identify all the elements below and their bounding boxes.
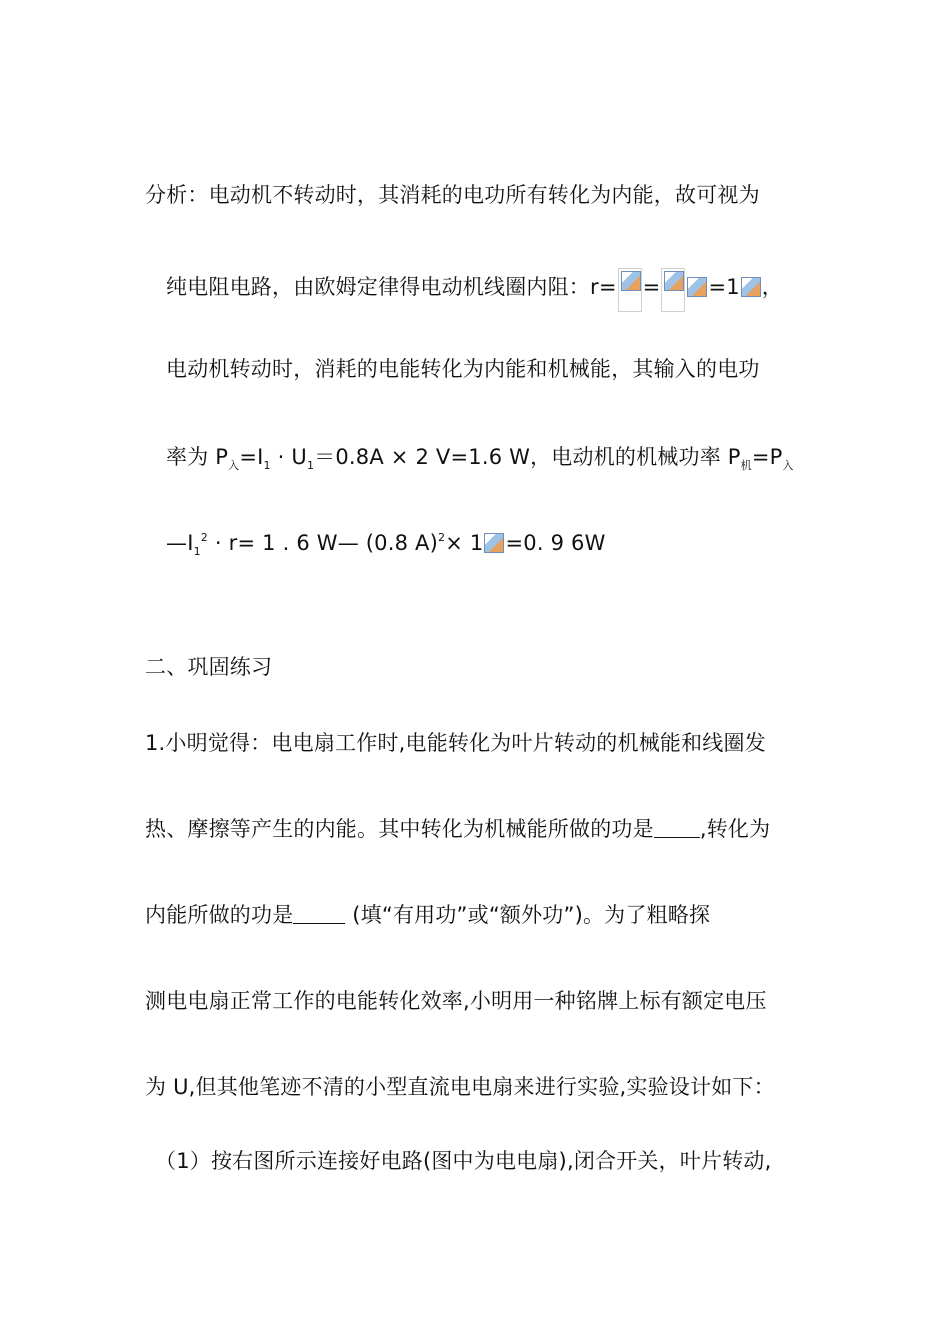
problem-line-6	[155, 1146, 950, 1176]
subscript-ji: 机	[740, 459, 752, 472]
text-4a: 率为 P	[166, 445, 229, 469]
answer-blank-2[interactable]	[293, 905, 345, 924]
text-5c: × 1	[445, 531, 484, 555]
text-4e: =P	[751, 445, 783, 469]
subscript-1b: 1	[306, 459, 315, 472]
fraction-placeholder-2	[661, 268, 685, 312]
analysis-text-2: 纯电阻电路，由欧姆定律得电动机线圈内阻：r=	[166, 275, 617, 299]
text-5a: —I	[166, 531, 194, 555]
broken-image-icon	[687, 277, 707, 297]
equals-sign: =	[642, 275, 661, 299]
analysis-text-1: 分析：电动机不转动时，其消耗的电功所有转化为内能，故可视为	[145, 183, 760, 207]
text-4b: =I	[239, 445, 264, 469]
problem-line-4	[145, 986, 950, 1016]
problem-text-2b: ,转化为	[699, 817, 771, 841]
problem-text-2a: 热、摩擦等产生的内能。其中转化为机械能所做的功是	[145, 817, 654, 841]
text-5d: =0. 9 6W	[505, 531, 606, 555]
text-4d: ＝0.8A × 2 V=1.6 W，电动机的机械功率 P	[314, 445, 741, 469]
text-5b: · r= 1 . 6 W— (0.8 A)	[208, 531, 439, 555]
comma: ，	[761, 275, 783, 299]
broken-image-icon	[664, 271, 684, 291]
fraction-placeholder-1	[618, 268, 642, 312]
ohm-image-icon	[741, 277, 761, 297]
broken-image-icon	[621, 271, 641, 291]
analysis-text-3: 电动机转动时，消耗的电能转化为内能和机械能，其输入的电功	[166, 357, 760, 381]
superscript-2b: 2	[438, 531, 446, 544]
problem-line-1	[145, 728, 950, 758]
ohm-image-icon	[484, 533, 504, 553]
equals-one: =1	[708, 275, 740, 299]
analysis-line-2	[166, 268, 950, 312]
analysis-line-1	[145, 180, 950, 210]
section-title	[145, 652, 950, 682]
answer-blank-1[interactable]	[654, 819, 700, 838]
analysis-line-4	[166, 442, 950, 476]
problem-text-6: （1）按右图所示连接好电路(图中为电电扇),闭合开关，叶片转动,	[155, 1149, 772, 1173]
subscript-1: 1	[193, 545, 201, 558]
analysis-line-5	[166, 528, 950, 562]
problem-text-5: 为 U,但其他笔迹不清的小型直流电电扇来进行实验,实验设计如下：	[145, 1075, 775, 1099]
problem-text-1: 1.小明觉得：电电扇工作时,电能转化为叶片转动的机械能和线圈发	[145, 731, 766, 755]
subscript-1a: 1	[263, 459, 271, 472]
problem-text-3b: (填“有用功”或“额外功”)。为了粗略探	[345, 903, 711, 927]
problem-text-3a: 内能所做的功是	[145, 903, 294, 927]
problem-line-3	[145, 900, 950, 930]
subscript-in-2: 入	[782, 459, 794, 472]
problem-text-4: 测电电扇正常工作的电能转化效率,小明用一种铭牌上标有额定电压	[145, 989, 767, 1013]
problem-line-2	[145, 814, 950, 844]
text-4c: · U	[270, 445, 307, 469]
problem-line-5	[145, 1072, 950, 1102]
section-title-text: 二、巩固练习	[145, 655, 273, 679]
superscript-2: 2	[200, 531, 208, 544]
analysis-line-3	[166, 354, 950, 384]
subscript-in: 入	[228, 459, 240, 472]
